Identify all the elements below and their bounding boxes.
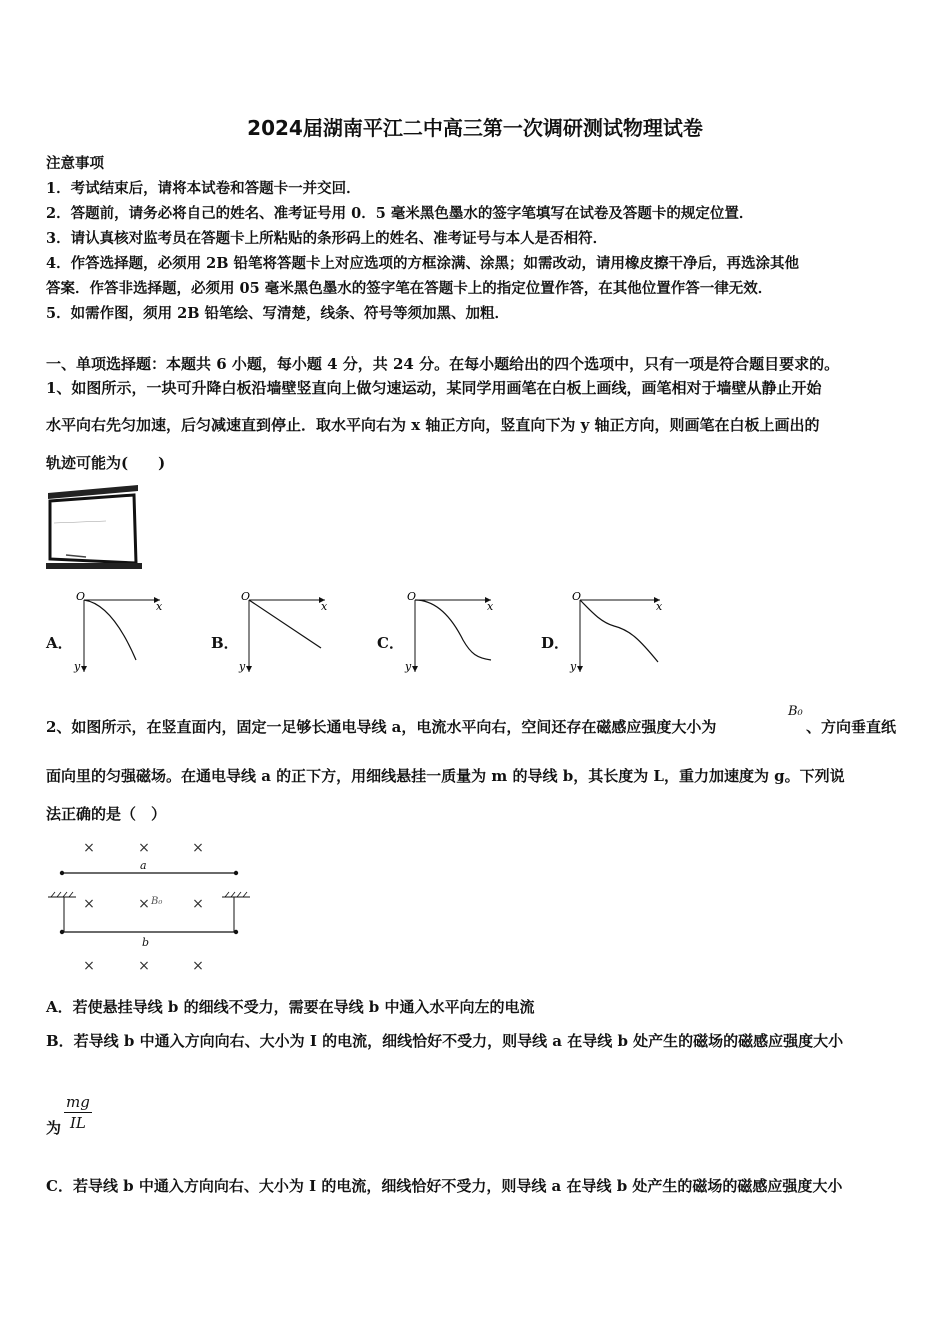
q1-option-a-graph (72, 590, 172, 678)
q2-line-2: 面向里的匀强磁场。在通电导线 a 的正下方，用细线悬挂一质量为 m 的导线 b，其长度为 L，重力加速度为 g。下列说 (46, 767, 845, 785)
axis-origin: O (572, 590, 582, 603)
axis-x-label: x (656, 600, 663, 613)
q2-line-3: 法正确的是（ ） (46, 805, 167, 823)
notice-item-4: 4．作答选择题，必须用 2B 铅笔将答题卡上对应选项的方框涂满、涂黑；如需改动，请用橡皮擦干净后，再选涂其他 (46, 255, 800, 272)
q1-option-d-label[interactable]: D． (541, 634, 570, 652)
section-heading: 一、单项选择题：本题共 6 小题，每小题 4 分，共 24 分。在每小题给出的四个选项中，只有一项是符合题目要求的。 (46, 355, 840, 373)
wire-a-label: a (140, 859, 147, 872)
field-cross: × (138, 896, 150, 912)
fraction-numerator: mg (66, 1093, 90, 1111)
q2-option-a[interactable]: A．若使悬挂导线 b 的细线不受力，需要在导线 b 中通入水平向左的电流 (46, 998, 535, 1016)
q1-option-b-label[interactable]: B． (211, 634, 239, 652)
q1-option-c-graph (403, 590, 503, 678)
field-cross: × (192, 840, 204, 856)
magnetic-field-figure (46, 835, 256, 980)
field-cross: × (83, 896, 95, 912)
field-cross: × (83, 958, 95, 974)
axis-x-label: x (321, 600, 328, 613)
q2-b0-symbol: B₀ (788, 704, 803, 719)
axis-origin: O (76, 590, 86, 603)
notice-item-5: 5．如需作图，须用 2B 铅笔绘、写清楚，线条、符号等须加黑、加粗． (46, 305, 510, 322)
q1-option-a-label[interactable]: A． (46, 634, 73, 652)
page-title: 2024届湖南平江二中高三第一次调研测试物理试卷 (247, 116, 703, 140)
axis-y-label: y (239, 660, 246, 673)
q2-option-b-wei: 为 (46, 1119, 62, 1137)
field-cross: × (192, 958, 204, 974)
q1-line-1: 1、如图所示，一块可升降白板沿墙壁竖直向上做匀速运动，某同学用画笔在白板上画线，画笔相对于墙壁从静止开始 (46, 379, 822, 397)
q1-line-3: 轨迹可能为( ) (46, 454, 166, 472)
notice-heading: 注意事项 (46, 155, 104, 172)
q2-option-b[interactable]: B．若导线 b 中通入方向向右、大小为 I 的电流，细线恰好不受力，则导线 a 在导线 b 处产生的磁场的磁感应强度大小 (46, 1032, 844, 1050)
fraction-mg-over-il (64, 1093, 92, 1132)
notice-item-2: 2．答题前，请务必将自己的姓名、准考证号用 0．5 毫米黑色墨水的签字笔填写在试卷及答题卡的规定位置． (46, 205, 754, 222)
field-cross: × (83, 840, 95, 856)
q2-line-1b: 、方向垂直纸 (806, 718, 897, 736)
axis-y-label: y (570, 660, 577, 673)
wire-b-label: b (142, 936, 150, 949)
field-b0-label: B₀ (151, 896, 163, 907)
q1-option-d-graph (568, 590, 668, 678)
axis-x-label: x (156, 600, 163, 613)
q1-line-2: 水平向右先匀加速，后匀减速直到停止．取水平向右为 x 轴正方向，竖直向下为 y 轴正方向，则画笔在白板上画出的 (46, 416, 820, 434)
axis-x-label: x (487, 600, 494, 613)
axis-origin: O (407, 590, 417, 603)
axis-y-label: y (405, 660, 412, 673)
notice-item-3: 3．请认真核对监考员在答题卡上所粘贴的条形码上的姓名、准考证号与本人是否相符． (46, 230, 608, 247)
notice-item-1: 1．考试结束后，请将本试卷和答题卡一并交回． (46, 180, 361, 197)
field-cross: × (138, 958, 150, 974)
axis-y-label: y (74, 660, 81, 673)
field-cross: × (192, 896, 204, 912)
fraction-denominator: IL (69, 1114, 86, 1132)
field-cross: × (138, 840, 150, 856)
q2-option-c[interactable]: C．若导线 b 中通入方向向右、大小为 I 的电流，细线恰好不受力，则导线 a 在导线 b 处产生的磁场的磁感应强度大小 (46, 1177, 843, 1195)
q2-line-1a: 2、如图所示，在竖直面内，固定一足够长通电导线 a，电流水平向右，空间还存在磁感应强度大小为 (46, 718, 717, 736)
notice-item-4-cont: 答案．作答非选择题，必须用 05 毫米黑色墨水的签字笔在答题卡上的指定位置作答，在其他位置作答一律无效． (46, 280, 773, 297)
axis-origin: O (241, 590, 251, 603)
q1-option-b-graph (237, 590, 337, 678)
whiteboard-photo (46, 483, 142, 571)
q1-option-c-label[interactable]: C． (377, 634, 404, 652)
